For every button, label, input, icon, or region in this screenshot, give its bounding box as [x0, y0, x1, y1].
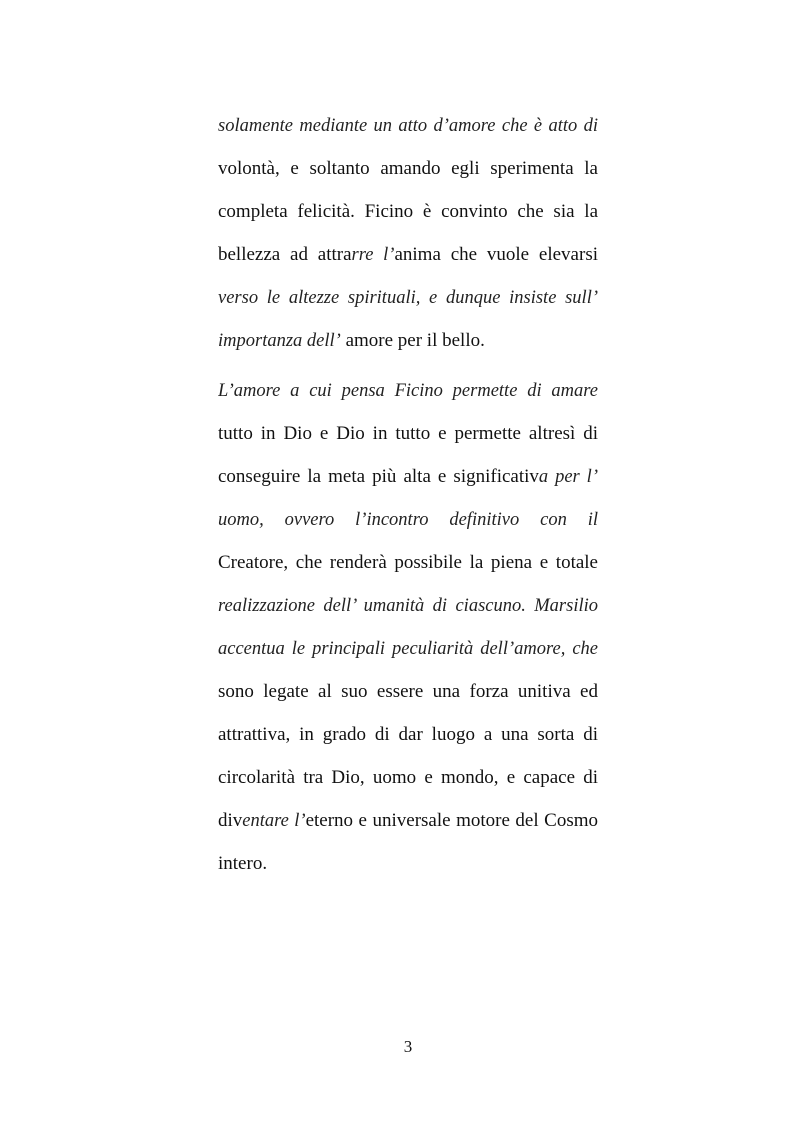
text-line [218, 233, 598, 276]
text-line [218, 541, 598, 584]
text-segment: intero. [218, 853, 268, 874]
italic-text-segment: rre l’ [351, 245, 395, 265]
text-segment: conseguire la meta più alta e significativ [218, 466, 539, 487]
italic-text-segment: verso le altezze spirituali, e dunque insiste sull’ [218, 288, 598, 308]
text-segment: Creatore, che renderà possibile la piena e totale [218, 552, 598, 573]
text-line [218, 147, 598, 190]
text-segment: amore per il bello. [340, 330, 485, 351]
text-segment: eterno e universale motore del Cosmo [305, 810, 598, 831]
text-segment: volontà, e soltanto amando egli sperimenta la [218, 158, 598, 179]
italic-text-segment: L’amore a cui pensa Ficino permette di amare [218, 381, 598, 401]
text-line [218, 842, 598, 885]
text-line [218, 412, 598, 455]
text-line [218, 276, 598, 319]
text-segment: completa felicità. Ficino è convinto che sia la [218, 201, 598, 222]
italic-text-segment: realizzazione dell’ umanità di ciascuno. Marsilio [218, 596, 598, 616]
text-line [218, 756, 598, 799]
paragraph [218, 369, 598, 885]
text-line [218, 713, 598, 756]
text-segment: attrattiva, in grado di dar luogo a una sorta di [218, 724, 598, 745]
text-line [218, 799, 598, 842]
italic-text-segment: uomo, ovvero l’incontro definitivo con il [218, 510, 598, 530]
text-segment: anima che vuole elevarsi [394, 244, 598, 265]
text-segment: bellezza ad attra [218, 244, 352, 265]
body-text [218, 104, 598, 885]
text-segment: div [218, 810, 243, 831]
text-line [218, 498, 598, 541]
text-line [218, 584, 598, 627]
text-line [218, 455, 598, 498]
text-segment: circolarità tra Dio, uomo e mondo, e capace di [218, 767, 598, 788]
text-line [218, 319, 598, 362]
text-line [218, 104, 598, 147]
text-line [218, 190, 598, 233]
text-line [218, 670, 598, 713]
paragraph [218, 104, 598, 362]
text-segment: tutto in Dio e Dio in tutto e permette altresì di [218, 423, 598, 444]
italic-text-segment: accentua le principali peculiarità dell’amore, che [218, 639, 598, 659]
text-line [218, 627, 598, 670]
text-segment: sono legate al suo essere una forza unitiva ed [218, 681, 598, 702]
text-line [218, 369, 598, 412]
italic-text-segment: solamente mediante un atto d’amore che è atto di [218, 116, 598, 136]
italic-text-segment: importanza dell’ [218, 331, 341, 351]
italic-text-segment: entare l’ [242, 811, 306, 831]
italic-text-segment: a per l’ [538, 467, 598, 487]
page-number: 3 [403, 1037, 413, 1056]
